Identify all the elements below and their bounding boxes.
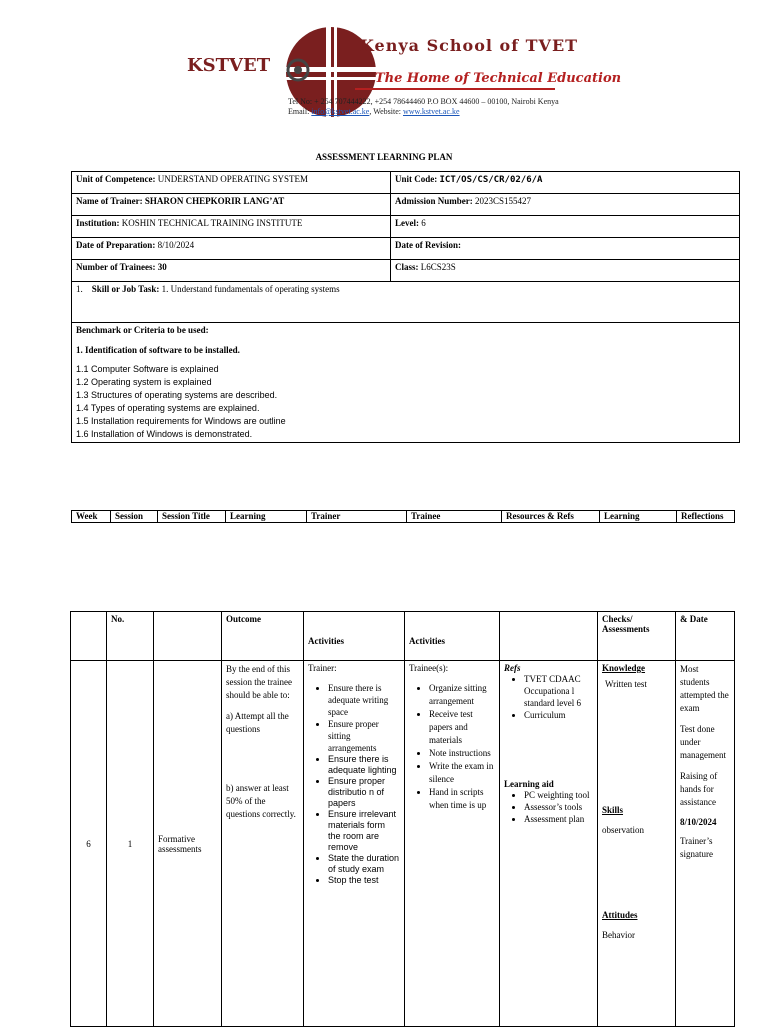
unit-code-cell: Unit Code: ICT/OS/CS/CR/02/6/A xyxy=(391,172,740,194)
learning-aid-item: • Assessor’s tools xyxy=(524,801,593,813)
skills-value: observation xyxy=(602,825,644,835)
level-value: 6 xyxy=(421,218,426,228)
admission-value: 2023CS155427 xyxy=(475,196,532,206)
institution-cell: Institution: KOSHIN TECHNICAL TRAINING INSTITUTE xyxy=(72,216,391,238)
learning-aid-item: • Assessment plan xyxy=(524,813,593,825)
revision-date-cell: Date of Revision: xyxy=(391,238,740,260)
reflection-text: Test done under management xyxy=(680,724,726,760)
header-date: & Date xyxy=(676,612,735,661)
col-trainee: Trainee xyxy=(407,511,502,523)
trainer-activity-item: • Ensure proper distributio n of papers xyxy=(328,776,400,809)
tagline-underline xyxy=(355,88,555,90)
trainee-activity-item: • Hand in scripts when time is up xyxy=(429,786,495,812)
header-trainer-activities: Activities xyxy=(304,612,405,661)
learning-aid-item: • PC weighting tool xyxy=(524,789,593,801)
criteria-item: 1.2 Operating system is explained xyxy=(76,377,212,387)
learning-checks-cell xyxy=(598,661,676,1027)
trainer-activity-item: • Ensure there is adequate writing space xyxy=(328,682,400,718)
criteria-item: 1.6 Installation of Windows is demonstrated. xyxy=(76,429,253,439)
header-checks: Checks/ Assessments xyxy=(598,612,676,661)
skills-label: Skills xyxy=(602,805,624,815)
trainee-activity-item: • Receive test papers and materials xyxy=(429,708,495,747)
trainer-activities-cell xyxy=(304,661,405,1027)
website-link[interactable]: www.kstvet.ac.ke xyxy=(403,107,460,116)
trainer-activity-item: • Ensure proper sitting arrangements xyxy=(328,718,400,754)
header-no: No. xyxy=(107,612,154,661)
class-cell: Class: L6CS23S xyxy=(391,260,740,282)
trainee-label: Trainee(s): xyxy=(409,663,449,673)
header-cell-blank xyxy=(71,612,107,661)
reflection-text: Most students attempted the exam xyxy=(680,664,729,713)
col-trainer: Trainer xyxy=(307,511,407,523)
col-reflections: Reflections xyxy=(677,511,735,523)
header-cell-blank xyxy=(500,612,598,661)
header-trainee-activities: Activities xyxy=(405,612,500,661)
col-learning-checks: Learning xyxy=(600,511,677,523)
admission-cell: Admission Number: 2023CS155427 xyxy=(391,194,740,216)
email-line xyxy=(288,107,559,117)
ref-item: • Curriculum xyxy=(524,709,593,721)
email-link[interactable]: info@kstvet.ac.ke xyxy=(311,107,370,116)
criteria-item: 1.1 Computer Software is explained xyxy=(76,364,219,374)
contact-line: Tel No: + 254 707444222, +254 78644460 P.O BOX 44600 – 00100, Nairobi Kenya xyxy=(288,97,559,106)
criteria-item: 1.3 Structures of operating systems are described. xyxy=(76,390,278,400)
trainer-activity-item: • Ensure there is adequate lighting xyxy=(328,754,400,776)
session-plan-table xyxy=(70,611,735,1027)
ref-item: • TVET CDAAC Occupationa l standard level 6 xyxy=(524,673,593,709)
prep-date-value: 8/10/2024 xyxy=(157,240,195,250)
skill-task-value: 1. Understand fundamentals of operating systems xyxy=(161,284,340,294)
trainer-label: Trainer: xyxy=(308,663,337,673)
outcome-b: b) answer at least 50% of the questions correctly. xyxy=(226,783,296,819)
plan-info-table xyxy=(71,171,740,443)
criteria-item: 1.4 Types of operating systems are explained. xyxy=(76,403,260,413)
criteria-item: 1.5 Installation requirements for Windows are outline xyxy=(76,416,286,426)
benchmark-label: Benchmark or Criteria to be used: xyxy=(76,325,209,335)
unit-code-value: ICT/OS/CS/CR/02/6/A xyxy=(439,175,543,185)
reflection-text: Raising of hands for assistance xyxy=(680,771,718,807)
resources-cell xyxy=(500,661,598,1027)
col-session: Session xyxy=(111,511,158,523)
trainee-activities-cell xyxy=(405,661,500,1027)
refs-label: Refs xyxy=(504,663,521,673)
session-value: 1 xyxy=(107,661,154,1027)
logo-text: KSTVET xyxy=(187,55,271,76)
col-learning-outcome: Learning xyxy=(226,511,307,523)
email-label: Email: xyxy=(288,107,312,116)
learning-outcome-cell xyxy=(222,661,304,1027)
level-cell: Level: 6 xyxy=(391,216,740,238)
week-value: 6 xyxy=(71,661,107,1027)
class-value: L6CS23S xyxy=(420,262,456,272)
institution-value: KOSHIN TECHNICAL TRAINING INSTITUTE xyxy=(121,218,303,228)
trainer-activity-item: • Stop the test xyxy=(328,875,400,886)
prep-date-cell: Date of Preparation: 8/10/2024 xyxy=(72,238,391,260)
attitudes-label: Attitudes xyxy=(602,910,638,920)
unit-competence-cell: Unit of Competence: UNDERSTAND OPERATING SYSTEM xyxy=(72,172,391,194)
outcome-a: a) Attempt all the questions xyxy=(226,711,289,734)
trainer-activity-item: • Ensure irrelevant materials form the room are remove xyxy=(328,809,400,853)
trainee-activity-item: • Write the exam in silence xyxy=(429,760,495,786)
trainer-activity-item: • State the duration of study exam xyxy=(328,853,400,875)
contact-block xyxy=(288,97,559,117)
header-outcome: Outcome xyxy=(222,612,304,661)
benchmark-heading: 1. Identification of software to be installed. xyxy=(76,345,240,355)
school-tagline: The Home of Technical Education xyxy=(375,71,622,86)
reflections-cell xyxy=(676,661,735,1027)
outcome-intro: By the end of this session the trainee should be able to: xyxy=(226,664,292,700)
col-week: Week xyxy=(72,511,111,523)
session-title: Formative assessments xyxy=(154,661,222,1027)
attitudes-value: Behavior xyxy=(602,930,635,940)
trainees-count-cell: Number of Trainees: 30 xyxy=(72,260,391,282)
header-cell-blank xyxy=(154,612,222,661)
col-resources: Resources & Refs xyxy=(502,511,600,523)
reflection-date: 8/10/2024 xyxy=(680,817,717,827)
trainer-name-cell: Name of Trainer: SHARON CHEPKORIR LANG’AT xyxy=(72,194,391,216)
school-name: Kenya School of TVET xyxy=(360,36,579,55)
website-label: , Website: xyxy=(369,107,403,116)
column-header-row xyxy=(71,510,735,523)
trainee-activity-item: • Organize sitting arrangement xyxy=(429,682,495,708)
unit-competence-value: UNDERSTAND OPERATING SYSTEM xyxy=(157,174,309,184)
benchmark-cell xyxy=(72,323,740,443)
knowledge-value: Written test xyxy=(605,679,647,689)
knowledge-label: Knowledge xyxy=(602,663,646,673)
col-session-title: Session Title xyxy=(158,511,226,523)
trainer-signature: Trainer’s signature xyxy=(680,836,713,859)
trainee-activity-item: • Note instructions xyxy=(429,747,495,760)
document-title: ASSESSMENT LEARNING PLAN xyxy=(315,152,453,162)
skill-task-cell: 1. Skill or Job Task: 1. Understand fundamentals of operating systems xyxy=(72,282,740,323)
learning-aid-label: Learning aid xyxy=(504,779,554,789)
